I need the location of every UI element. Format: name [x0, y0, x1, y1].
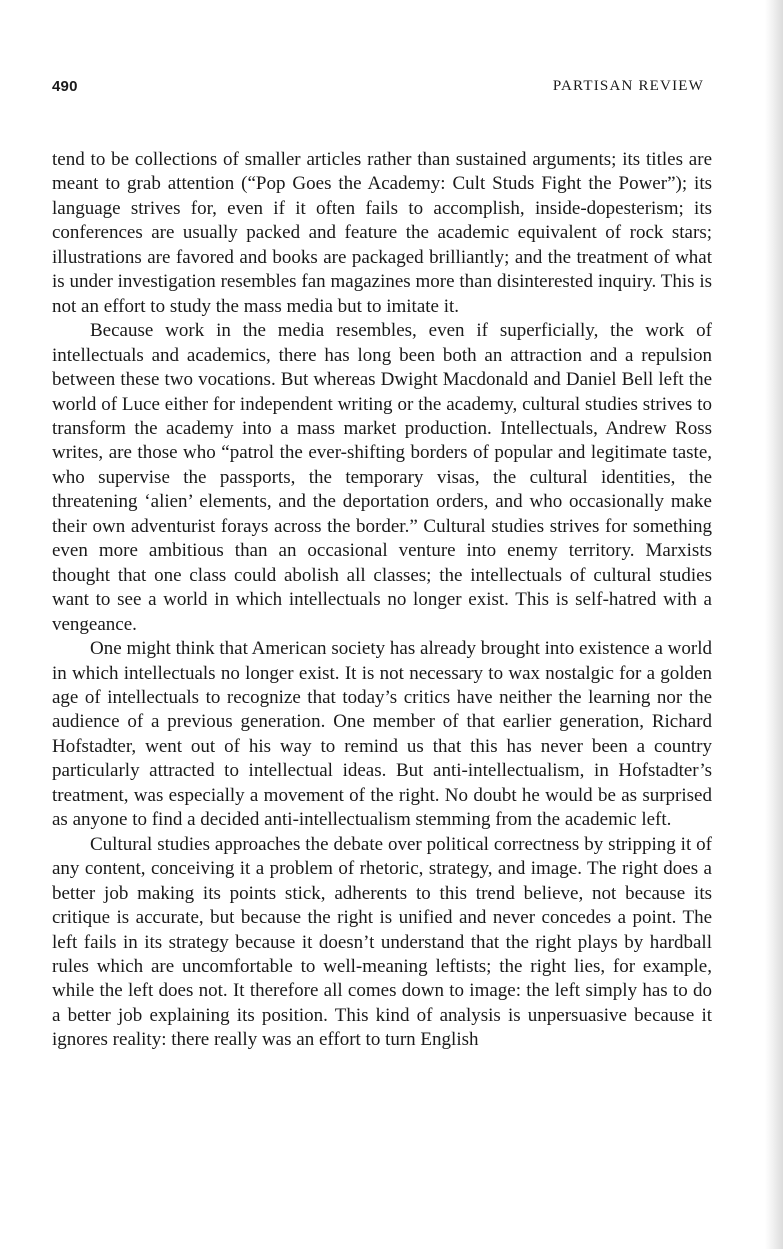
body-text	[52, 148, 712, 1053]
paragraph-4: Cultural studies approaches the debate over political correctness by stripping it of any content, conceiving it a problem of rhetoric, strategy, and image. The right does a better job making its points stick, adherents to this trend believe, not because its critique is accurate, but because the right is unified and never concedes a point. The left fails in its strategy because it doesn’t understand that the right plays by hardball rules which are uncomfortable to well-meaning leftists; the right lies, for example, while the left does not. It therefore all comes down to image: the left simply has to do a better job explaining its position. This kind of analysis is unpersuasive because it ignores reality: there really was an effort to turn English	[52, 833, 712, 1051]
paragraph-2: Because work in the media resembles, even if superficially, the work of intellectuals and academics, there has long been both an attraction and a repulsion between these two vocations. But whereas Dwight Macdonald and Daniel Bell left the world of Luce either for independent writing or the academy, cultural studies strives to transform the academy into a mass market production. Intellectuals, Andrew Ross writes, are those who “patrol the ever-shifting borders of popular and legitimate taste, who supervise the passports, the temporary visas, the cultural identities, the threatening ‘alien’ elements, and the deportation orders, and who occasionally make their own adventurist forays across the border.” Cultural studies strives for something even more ambitious than an occasional venture into enemy territory. Marxists thought that one class could abolish all classes; the intellectuals of cultural studies want to see a world in which intellectuals no longer exist. This is self-hatred with a vengeance.	[52, 320, 712, 635]
paragraph-3: One might think that American society has already brought into existence a world in which intellectuals no longer exist. It is not necessary to wax nostalgic for a golden age of intellectuals to recognize that today’s critics have neither the learning nor the audience of a previous generation. One member of that earlier generation, Richard Hofstadter, went out of his way to remind us that this has never been a country particularly attracted to intellectual ideas. But anti-intellectualism, in Hofstadter’s treatment, was especially a movement of the right. No doubt he would be as surprised as anyone to find a decided anti-intellectualism stemming from the academic left.	[52, 638, 712, 831]
page-edge-shadow	[765, 0, 783, 1249]
paragraph-1: tend to be collections of smaller articles rather than sustained arguments; its titles are meant to grab attention (“Pop Goes the Academy: Cult Studs Fight the Power”); its language strives for, even if it often fails to accomplish, inside-dopesterism; its conferences are usually packed and feature the academic equivalent of rock stars; illustrations are favored and books are packaged brilliantly; and the treatment of what is under investigation resembles fan magazines more than disinterested inquiry. This is not an effort to study the mass media but to imitate it.	[52, 149, 712, 317]
page-header	[52, 78, 704, 100]
running-head: PARTISAN REVIEW	[552, 78, 704, 94]
page-number: 490	[52, 78, 78, 95]
